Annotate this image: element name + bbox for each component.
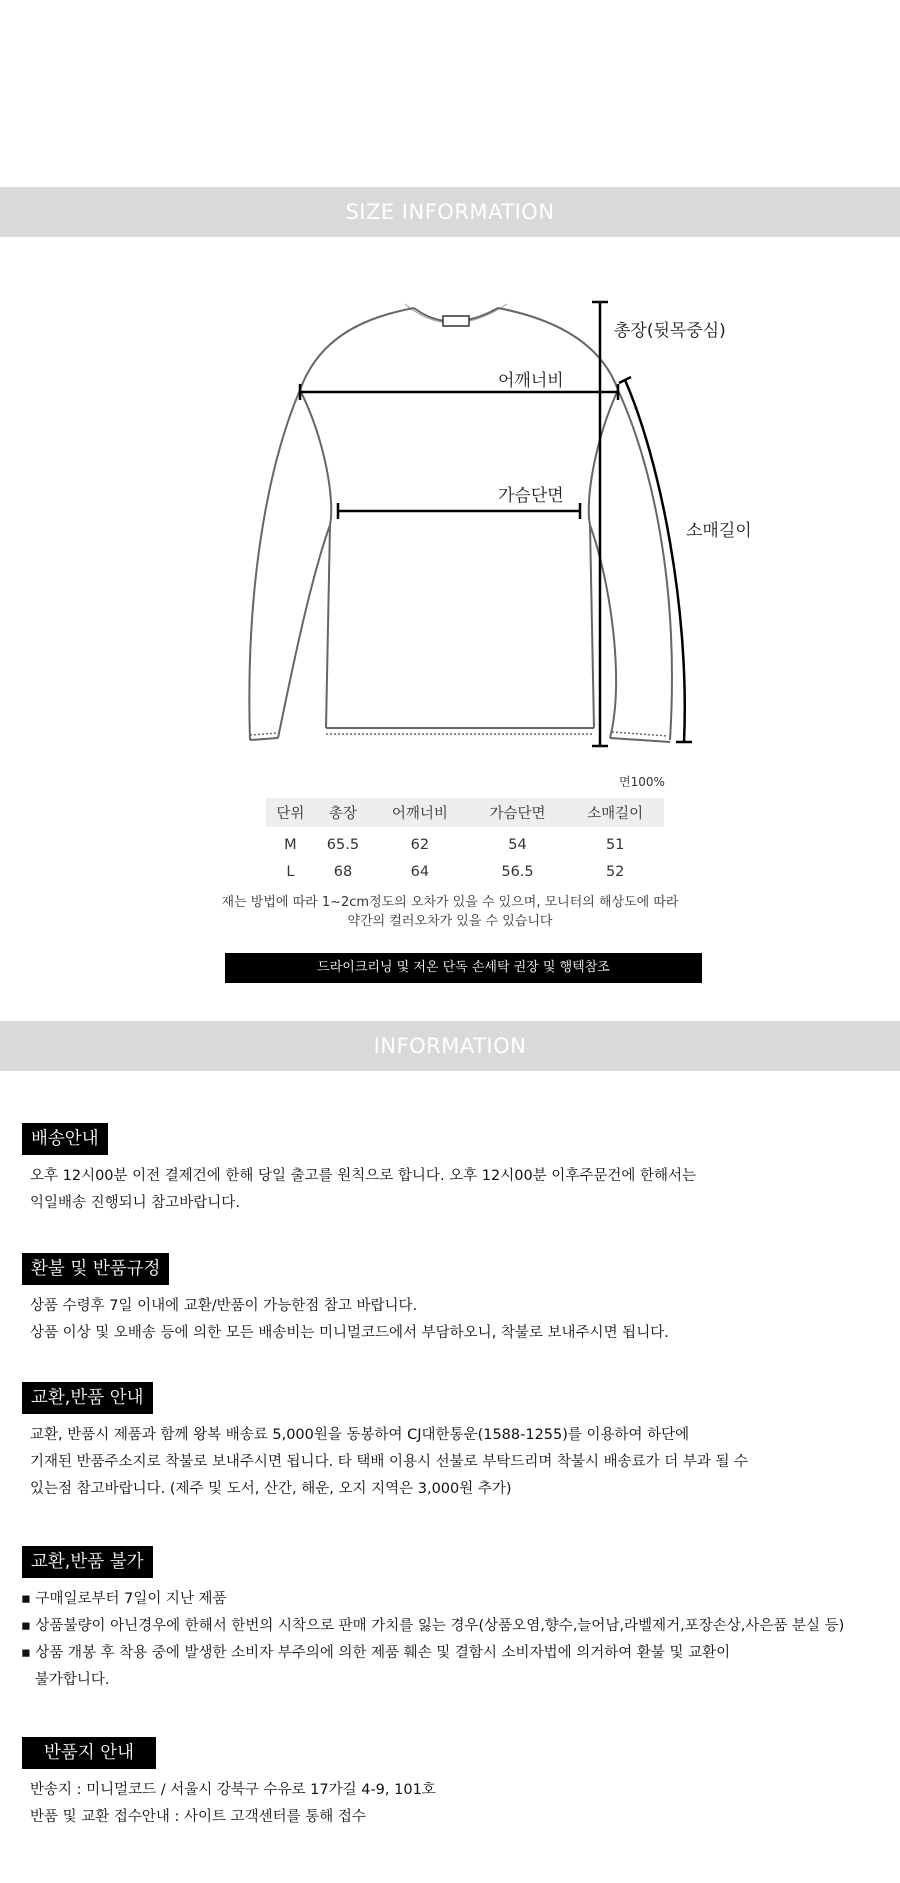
list-item: 불가합니다. [21, 1672, 110, 1688]
shipping-title: 배송안내 [22, 1123, 108, 1155]
not-allowed-title: 교환,반품 불가 [22, 1546, 153, 1578]
table-cell: 68 [333, 863, 353, 880]
information-header: INFORMATION [0, 1021, 900, 1071]
shipping-body [30, 1163, 696, 1217]
text-line: 상품 수령후 7일 이내에 교환/반품이 가능한점 참고 바랍니다. [30, 1298, 418, 1314]
size-table-header: 단위 [266, 798, 315, 827]
exchange-body [30, 1422, 748, 1503]
text-line: 있는점 참고바랍니다. (제주 및 도서, 산간, 해운, 오지 지역은 3,000원 추가) [30, 1481, 512, 1497]
material-composition: 면100% [619, 775, 665, 789]
table-cell: 52 [605, 863, 625, 880]
text-line: 익일배송 진행되니 참고바랍니다. [30, 1195, 240, 1211]
return-address-title: 반품지 안내 [22, 1737, 156, 1769]
table-cell: 64 [410, 863, 430, 880]
note-line: 약간의 컬러오차가 있을 수 있습니다 [347, 914, 553, 929]
list-item: ▪ 상품불량이 아닌경우에 한해서 한번의 시착으로 판매 가치를 잃는 경우(상품오염,향수,늘어남,라벨제거,포장손상,사은품 분실 등) [21, 1618, 845, 1634]
refund-title: 환불 및 반품규정 [22, 1253, 169, 1285]
table-cell: 51 [605, 836, 625, 853]
label-sleeve-length: 소매길이 [686, 521, 752, 541]
return-address-body [30, 1777, 436, 1831]
neck-tag [443, 316, 469, 326]
table-cell: M [284, 836, 297, 853]
sweater-body-left [326, 525, 330, 728]
table-cell: 65.5 [326, 836, 360, 853]
size-table [266, 798, 664, 885]
size-information-header: SIZE INFORMATION [0, 187, 900, 237]
table-row [266, 858, 664, 885]
exchange-title: 교환,반품 안내 [22, 1382, 153, 1414]
text-line: 기재된 반품주소지로 착불로 보내주시면 됩니다. 타 택배 이용시 선불로 부탁드리며 착불시 배송료가 더 부과 될 수 [30, 1454, 749, 1470]
size-table-header-row [266, 798, 664, 827]
not-allowed-list [21, 1586, 844, 1694]
note-line: 재는 방법에 따라 1~2cm정도의 오차가 있을 수 있으며, 모니터의 해상도에 따라 [221, 895, 679, 910]
measurement-note [150, 893, 750, 931]
text-line: 상품 이상 및 오배송 등에 의한 모든 배송비는 미니멀코드에서 부담하오니, 착불로 보내주시면 됩니다. [30, 1325, 669, 1341]
sleeve-measure-line [625, 380, 685, 742]
size-table-header: 어깨너비 [371, 798, 469, 827]
sweater-left-shoulder [300, 308, 414, 390]
table-row [266, 827, 664, 858]
text-line: 반송지 : 미니멀코드 / 서울시 강북구 수유로 17가길 4-9, 101호 [30, 1782, 436, 1798]
text-line: 교환, 반품시 제품과 함께 왕복 배송료 5,000원을 동봉하여 CJ대한통운(1588-1255)를 이용하여 하단에 [30, 1427, 690, 1443]
sweater-body-right [590, 525, 594, 728]
list-item: ▪ 상품 개봉 후 착용 중에 발생한 소비자 부주의에 의한 제품 훼손 및 결함시 소비자법에 의거하여 환불 및 교환이 [21, 1645, 731, 1661]
table-cell: 56.5 [501, 863, 534, 880]
table-cell: 62 [410, 836, 430, 853]
table-cell: 54 [508, 836, 527, 853]
sweater-left-sleeve-outer [249, 390, 300, 740]
text-line: 반품 및 교환 접수안내 : 사이트 고객센터를 통해 접수 [30, 1809, 366, 1825]
sweater-left-sleeve-inner [278, 525, 330, 738]
label-shoulder-width: 어깨너비 [498, 371, 564, 391]
sweater-right-sleeve-outer [618, 390, 672, 740]
label-total-length: 총장(뒷목중심) [614, 321, 726, 341]
refund-body [30, 1293, 669, 1347]
size-table-header: 소매길이 [566, 798, 664, 827]
label-chest-width: 가슴단면 [498, 486, 564, 506]
text-line: 오후 12시00분 이전 결제건에 한해 당일 출고를 원칙으로 합니다. 오후 12시00분 이후주문건에 한해서는 [30, 1168, 696, 1184]
size-table-header: 가슴단면 [469, 798, 567, 827]
table-cell: L [286, 863, 295, 880]
list-item: ▪ 구매일로부터 7일이 지난 제품 [21, 1591, 227, 1607]
sweater-size-diagram [0, 280, 900, 760]
care-instruction-bar: 드라이크리닝 및 저온 단독 손세탁 권장 및 행텍참조 [225, 953, 702, 983]
size-table-header: 총장 [315, 798, 371, 827]
